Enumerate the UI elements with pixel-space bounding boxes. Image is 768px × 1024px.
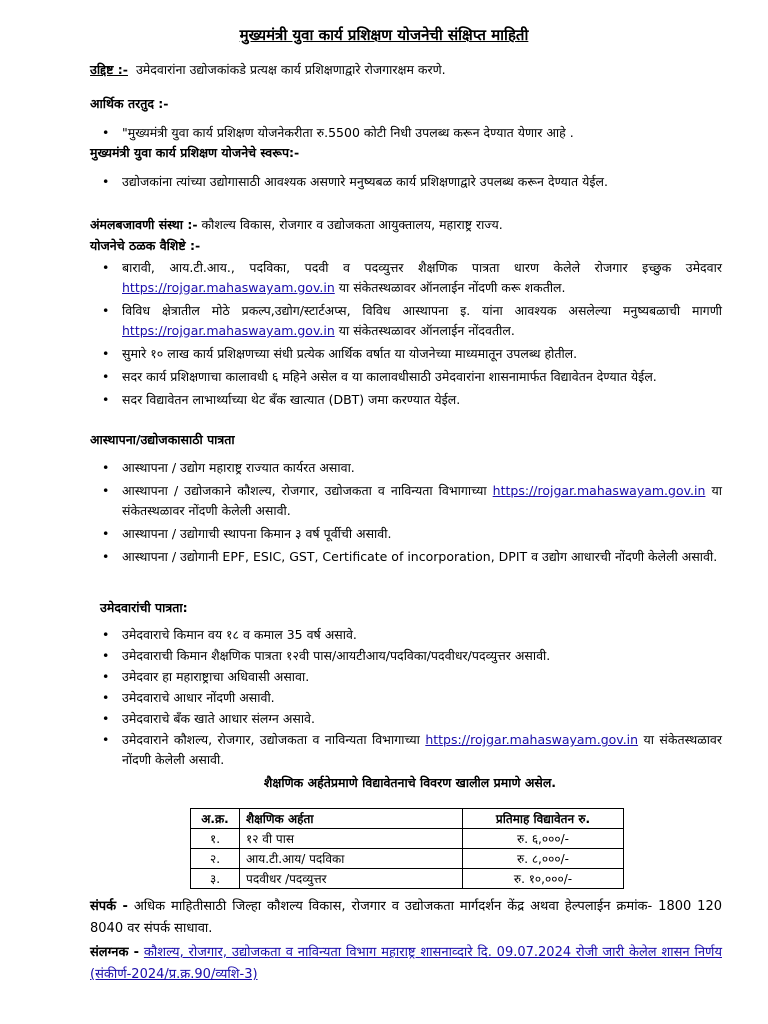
feature-text-2: विविध क्षेत्रातील मोठे प्रकल्प,उद्योग/स्टार्टअप्स, विविध आस्थापना इ. यांना आवश्यक असलेल्या मनुष्यबळाची मागणी: [122, 303, 722, 318]
establishment-heading: आस्थापना/उद्योजकासाठी पात्रता: [90, 432, 235, 447]
list-item: • सदर विद्यावेतन लाभार्थ्याच्या थेट बँक खात्यात (DBT) जमा करण्यात येईल.: [100, 390, 722, 410]
establishment-tail-2: या संकेतस्थळावर नोंदणी केलेली असावी.: [122, 483, 722, 518]
list-item: • उद्योजकांना त्यांच्या उद्योगासाठी आवश्यक असणारे मनुष्यबळ कार्य प्रशिक्षणाद्वारे उपलब्ध करून देण्यात येईल.: [100, 172, 722, 192]
table-row: [191, 869, 624, 889]
agency-text: कौशल्य विकास, रोजगार व उद्योजकता आयुक्तालय, महाराष्ट्र राज्य.: [201, 217, 503, 232]
attachment-line: [90, 942, 722, 986]
list-item: [100, 730, 722, 770]
table-cell: १.: [191, 829, 240, 849]
features-heading: योजनेचे ठळक वैशिष्टे :-: [90, 238, 201, 253]
list-item: • सदर कार्य प्रशिक्षणाचा कालावधी ६ महिने असेल व या कालावधीसाठी उमेदवारांना शासनामार्फत विद्यावेतन देण्यात येईल.: [100, 367, 722, 387]
contact-line: [90, 896, 722, 940]
agency-line: [90, 215, 722, 235]
list-item: • उमेदवाराचे किमान वय १८ व कमाल 35 वर्ष असावे.: [100, 625, 722, 645]
government-resolution-link[interactable]: कौशल्य, रोजगार, उद्योजकता व नाविन्यता विभाग महाराष्ट्र शासनाव्दारे दि. 09.07.2024 रोजी जारी केलेल शासन निर्णय (संकीर्ण-2024/प्र.क्र.90/व्यशि-3): [90, 945, 722, 982]
candidate-tail-6: या संकेतस्थळावर नोंदणी केलेली असावी.: [122, 732, 722, 767]
agency-label: अंमलबजावणी संस्था :-: [90, 217, 198, 232]
establishment-list: [100, 458, 722, 567]
table-caption: शैक्षणिक अर्हतेप्रमाणे विद्यावेतनाचे विवरण खालील प्रमाणे असेल.: [263, 775, 557, 790]
list-item: [100, 258, 722, 298]
feature-text-1: बारावी, आय.टी.आय., पदविका, पदवी व पदव्युत्तर शैक्षणिक पात्रता धारण केलेले रोजगार इच्छुक उमेदवार: [122, 260, 722, 275]
column-header: शैक्षणिक अर्हता: [240, 809, 463, 829]
table-header-row: [191, 809, 624, 829]
mahaswayam-link[interactable]: https://rojgar.mahaswayam.gov.in: [492, 483, 706, 498]
objective-line: [90, 60, 722, 80]
stipend-table: [190, 808, 624, 889]
column-header: प्रतिमाह विद्यावेतन रु.: [463, 809, 624, 829]
features-list: [100, 258, 722, 410]
list-item: • आस्थापना / उद्योगानी EPF, ESIC, GST, Certificate of incorporation, DPIT व उद्योग आधारची नोंदणी केलेली असावी.: [100, 547, 722, 567]
list-item: [100, 301, 722, 341]
list-item: • उमेदवाराचे आधार नोंदणी असावी.: [100, 688, 722, 708]
page-title: मुख्यमंत्री युवा कार्य प्रशिक्षण योजनेची संक्षिप्त माहिती: [239, 26, 529, 44]
mahaswayam-link[interactable]: https://rojgar.mahaswayam.gov.in: [122, 280, 335, 295]
table-row: [191, 829, 624, 849]
feature-tail-1: या संकेतस्थळावर ऑनलाईन नोंदणी करू शकतील.: [338, 280, 566, 295]
contact-text: अधिक माहितीसाठी जिल्हा कौशल्य विकास, रोजगार व उद्योजकता मार्गदर्शन केंद्र अथवा हेल्पलाईन क्रमांक- 1800 120 8040 वर संपर्क साधावा.: [90, 899, 722, 936]
finance-heading: आर्थिक तरतुद :-: [90, 96, 169, 111]
table-cell: रु. १०,०००/-: [463, 869, 624, 889]
table-cell: १२ वी पास: [240, 829, 463, 849]
candidate-list: [100, 625, 722, 770]
list-item: • उमेदवाराचे बँक खाते आधार संलग्न असावे.: [100, 709, 722, 729]
nature-heading: मुख्यमंत्री युवा कार्य प्रशिक्षण योजनेचे स्वरूप:-: [90, 145, 300, 160]
list-item: • उमेदवाराची किमान शैक्षणिक पात्रता १२वी पास/आयटीआय/पदविका/पदवीधर/पदव्युत्तर असावी.: [100, 646, 722, 666]
table-cell: पदवीधर /पदव्युत्तर: [240, 869, 463, 889]
list-item: • आस्थापना / उद्योगाची स्थापना किमान ३ वर्ष पूर्वीची असावी.: [100, 524, 722, 544]
table-cell: २.: [191, 849, 240, 869]
table-cell: रु. ८,०००/-: [463, 849, 624, 869]
candidate-text-6: उमेदवाराने कौशल्य, रोजगार, उद्योजकता व नाविन्यता विभागाच्या: [122, 732, 420, 747]
table-cell: आय.टी.आय/ पदविका: [240, 849, 463, 869]
nature-list: [100, 172, 722, 192]
objective-text: उमेदवारांना उद्योजकांकडे प्रत्यक्ष कार्य प्रशिक्षणाद्वारे रोजगारक्षम करणे.: [135, 62, 446, 77]
mahaswayam-link[interactable]: https://rojgar.mahaswayam.gov.in: [122, 323, 335, 338]
mahaswayam-link[interactable]: https://rojgar.mahaswayam.gov.in: [425, 732, 639, 747]
contact-label: संपर्क -: [90, 899, 128, 914]
list-item: [100, 481, 722, 521]
list-item: • सुमारे १० लाख कार्य प्रशिक्षणच्या संधी प्रत्येक आर्थिक वर्षात या योजनेच्या माध्यमातून उपलब्ध होतील.: [100, 344, 722, 364]
list-item: • "मुख्यमंत्री युवा कार्य प्रशिक्षण योजनेकरीता रु.5500 कोटी निधी उपलब्ध करून देण्यात येणार आहे .: [100, 123, 722, 143]
list-item: • आस्थापना / उद्योग महाराष्ट्र राज्यात कार्यरत असावा.: [100, 458, 722, 478]
column-header: अ.क्र.: [191, 809, 240, 829]
attachment-label: संलग्नक -: [90, 945, 140, 960]
finance-list: [100, 123, 722, 143]
feature-tail-2: या संकेतस्थळावर ऑनलाईन नोंदवतील.: [338, 323, 515, 338]
establishment-text-2: आस्थापना / उद्योजकाने कौशल्य, रोजगार, उद्योजकता व नाविन्यता विभागाच्या: [122, 483, 487, 498]
table-cell: रु. ६,०००/-: [463, 829, 624, 849]
table-row: [191, 849, 624, 869]
objective-label: उद्दिष्ट :-: [90, 62, 128, 77]
candidate-heading: उमेदवारांची पात्रता:: [100, 600, 188, 615]
table-cell: ३.: [191, 869, 240, 889]
list-item: • उमेदवार हा महाराष्ट्राचा अधिवासी असावा.: [100, 667, 722, 687]
